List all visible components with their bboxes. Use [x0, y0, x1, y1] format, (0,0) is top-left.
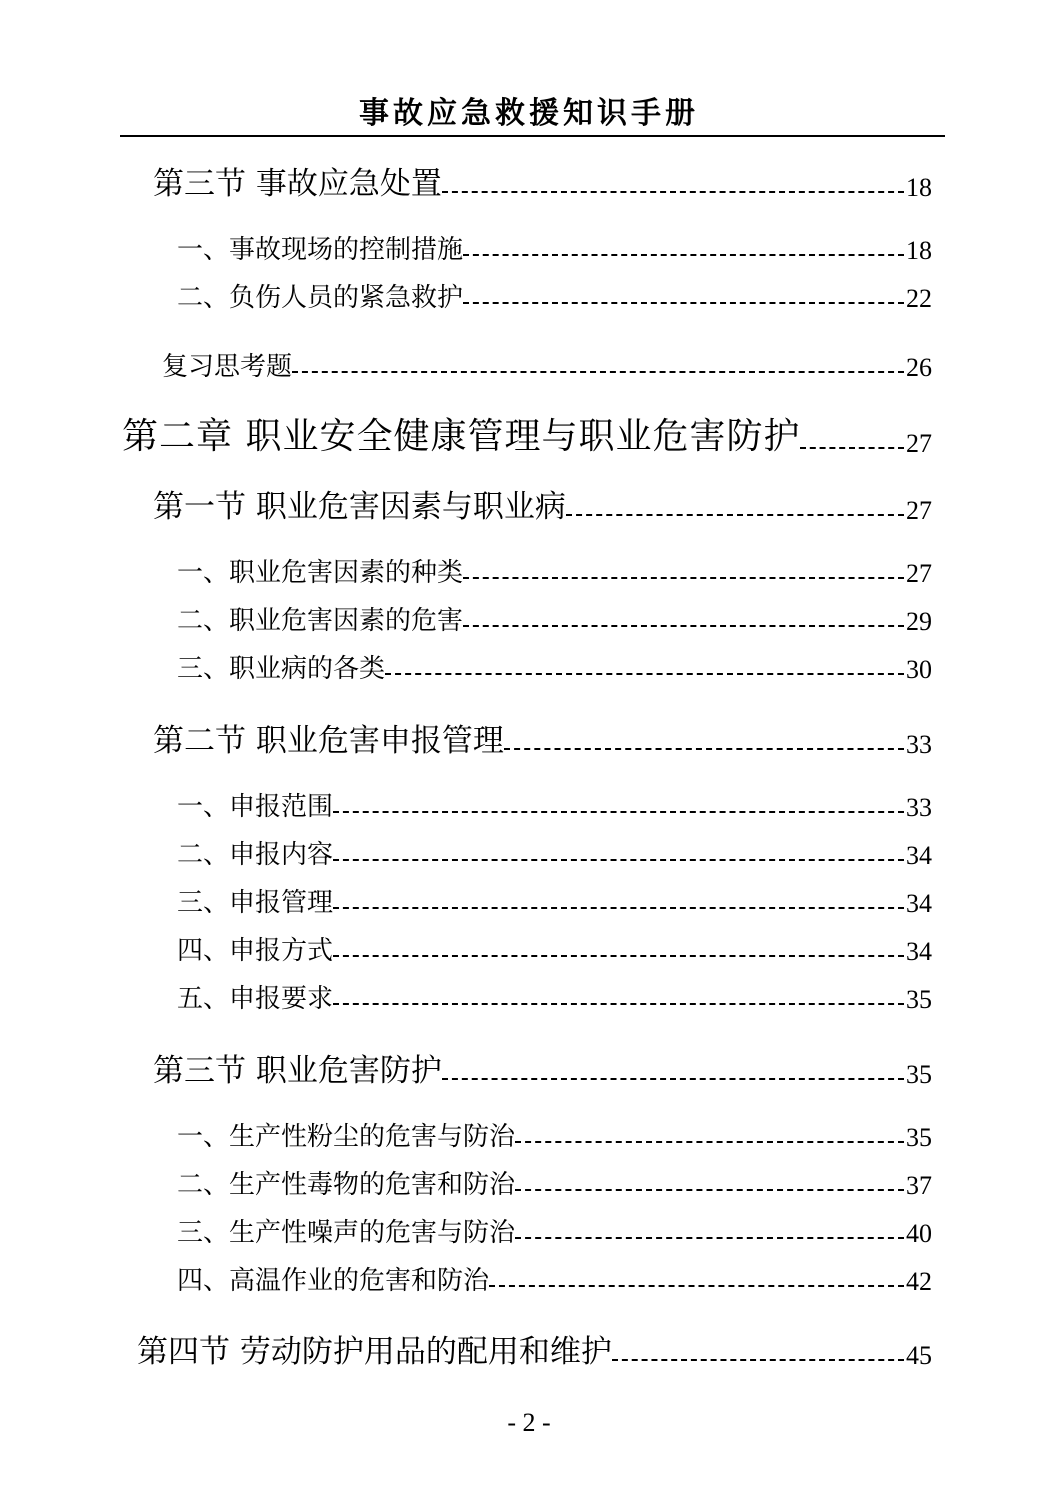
toc-entry-page: 45 [906, 1341, 932, 1370]
toc-entry-item[interactable] [177, 648, 932, 685]
toc-entry-label: 第三节 事故应急处置 [153, 166, 442, 202]
toc-entry-chapter[interactable] [122, 408, 932, 459]
toc-entry-section[interactable] [153, 1045, 932, 1090]
toc-dot-leader [385, 673, 904, 675]
toc-entry-label: 四、申报方式 [177, 936, 334, 966]
toc-entry-page: 40 [906, 1219, 932, 1248]
toc-entry-page: 26 [906, 353, 932, 382]
toc-entry-page: 27 [906, 559, 932, 588]
toc-entry-page: 42 [906, 1267, 932, 1296]
toc-dot-leader [504, 748, 904, 750]
toc-entry-item[interactable] [177, 1260, 932, 1297]
toc-entry-page: 29 [906, 607, 932, 636]
toc-entry-section[interactable] [153, 715, 932, 760]
toc-entry-page: 35 [906, 985, 932, 1014]
toc-entry-label: 二、申报内容 [177, 840, 334, 870]
toc-entry-label: 一、生产性粉尘的危害与防治 [177, 1122, 516, 1152]
toc-dot-leader [612, 1359, 904, 1361]
toc-entry-label: 第一节 职业危害因素与职业病 [153, 489, 566, 525]
toc-dot-leader [515, 1141, 904, 1143]
toc-dot-leader [566, 514, 904, 516]
toc-entry-page: 33 [906, 730, 932, 759]
toc-entry-item[interactable] [177, 1212, 932, 1249]
toc-entry-label: 三、职业病的各类 [177, 654, 386, 684]
toc-dot-leader [515, 1189, 904, 1191]
toc-entry-item[interactable] [177, 1116, 932, 1153]
toc-entry-page: 18 [906, 173, 932, 202]
toc-entry-page: 27 [906, 496, 932, 525]
toc-entry-label: 一、职业危害因素的种类 [177, 558, 464, 588]
toc-entry-section[interactable] [137, 1326, 932, 1371]
toc-entry-label: 第二章 职业安全健康管理与职业危害防护 [122, 416, 801, 457]
toc-entry-page: 35 [906, 1123, 932, 1152]
toc-dot-leader [463, 254, 904, 256]
toc-entry-page: 22 [906, 284, 932, 313]
header-title: 事故应急救援知识手册 [359, 96, 699, 131]
toc-entry-page: 35 [906, 1060, 932, 1089]
toc-entry-page: 30 [906, 655, 932, 684]
toc-entry-section[interactable] [153, 481, 932, 526]
toc-entry-item[interactable] [177, 552, 932, 589]
toc-dot-leader [333, 811, 904, 813]
header-rule [120, 135, 945, 137]
toc-entry-label: 第三节 职业危害防护 [153, 1053, 442, 1089]
toc-entry-item[interactable] [177, 930, 932, 967]
toc-dot-leader [800, 447, 904, 449]
toc-entry-page: 34 [906, 937, 932, 966]
toc-entry-label: 二、生产性毒物的危害和防治 [177, 1170, 516, 1200]
toc-entry-page: 37 [906, 1171, 932, 1200]
toc-entry-label: 二、负伤人员的紧急救护 [177, 283, 464, 313]
toc-dot-leader [333, 955, 904, 957]
toc-entry-item[interactable] [177, 786, 932, 823]
toc-entry-item[interactable] [177, 882, 932, 919]
toc-entry-section[interactable] [153, 158, 932, 203]
toc-entry-label: 二、职业危害因素的危害 [177, 606, 464, 636]
toc-dot-leader [292, 371, 904, 373]
toc-entry-label: 第二节 职业危害申报管理 [153, 723, 504, 759]
toc-dot-leader [333, 907, 904, 909]
toc-entry-label: 复习思考题 [162, 352, 293, 382]
toc-entry-review[interactable] [162, 346, 932, 383]
toc-dot-leader [333, 859, 904, 861]
toc-entry-label: 第四节 劳动防护用品的配用和维护 [137, 1334, 612, 1370]
toc-dot-leader [463, 302, 904, 304]
toc-entry-page: 27 [906, 429, 932, 458]
toc-entry-item[interactable] [177, 834, 932, 871]
toc-dot-leader [333, 1003, 904, 1005]
toc-entry-page: 18 [906, 236, 932, 265]
toc-entry-page: 34 [906, 841, 932, 870]
toc-entry-item[interactable] [177, 229, 932, 266]
toc-entry-page: 34 [906, 889, 932, 918]
toc-dot-leader [463, 577, 904, 579]
toc-entry-label: 五、申报要求 [177, 984, 334, 1014]
toc-entry-item[interactable] [177, 277, 932, 314]
page-number: - 2 - [507, 1408, 551, 1437]
toc-dot-leader [489, 1285, 904, 1287]
toc-dot-leader [515, 1237, 904, 1239]
toc-entry-item[interactable] [177, 600, 932, 637]
toc-entry-label: 四、高温作业的危害和防治 [177, 1266, 490, 1296]
toc-entry-item[interactable] [177, 978, 932, 1015]
toc-entry-item[interactable] [177, 1164, 932, 1201]
toc-dot-leader [442, 191, 904, 193]
toc-entry-label: 一、申报范围 [177, 792, 334, 822]
toc-entry-label: 三、生产性噪声的危害与防治 [177, 1218, 516, 1248]
toc-entry-label: 三、申报管理 [177, 888, 334, 918]
toc-entry-page: 33 [906, 793, 932, 822]
toc-dot-leader [463, 625, 904, 627]
toc-entry-label: 一、事故现场的控制措施 [177, 235, 464, 265]
toc-dot-leader [442, 1078, 904, 1080]
